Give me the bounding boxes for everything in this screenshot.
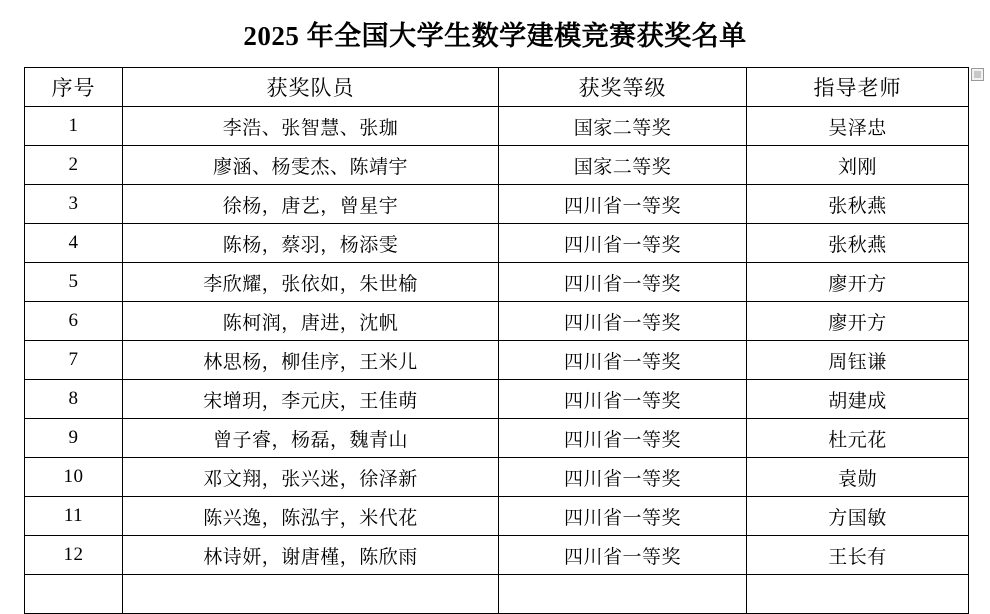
cell-level: 四川省一等奖 (499, 185, 747, 224)
cell-level: 四川省一等奖 (499, 380, 747, 419)
column-header-level: 获奖等级 (499, 68, 747, 107)
cell-level: 四川省一等奖 (499, 302, 747, 341)
table-row (25, 380, 969, 419)
cell-teacher: 周钰谦 (747, 341, 969, 380)
cell-level: 四川省一等奖 (499, 263, 747, 302)
cell-members: 陈柯润，唐进，沈帆 (123, 302, 499, 341)
cell-teacher: 胡建成 (747, 380, 969, 419)
cell-index: 9 (25, 419, 123, 458)
table-row (25, 224, 969, 263)
table-row (25, 419, 969, 458)
table-row (25, 458, 969, 497)
award-table (24, 67, 969, 614)
cell-index: 3 (25, 185, 123, 224)
table-row (25, 536, 969, 575)
table-row (25, 185, 969, 224)
cell-index: 11 (25, 497, 123, 536)
cell-level: 四川省一等奖 (499, 419, 747, 458)
cell-level: 国家二等奖 (499, 146, 747, 185)
cell-level: 四川省一等奖 (499, 497, 747, 536)
cell-members (123, 575, 499, 614)
cell-index: 1 (25, 107, 123, 146)
cell-members: 林思杨，柳佳序，王米儿 (123, 341, 499, 380)
cell-members: 陈杨，蔡羽，杨添雯 (123, 224, 499, 263)
cell-members: 廖涵、杨雯杰、陈靖宇 (123, 146, 499, 185)
cell-level: 四川省一等奖 (499, 341, 747, 380)
cell-teacher: 廖开方 (747, 302, 969, 341)
table-row (25, 107, 969, 146)
cell-level: 四川省一等奖 (499, 536, 747, 575)
cell-members: 邓文翔，张兴迷，徐泽新 (123, 458, 499, 497)
cell-level (499, 575, 747, 614)
cell-teacher: 袁勋 (747, 458, 969, 497)
column-header-teacher: 指导老师 (747, 68, 969, 107)
cell-members: 李浩、张智慧、张珈 (123, 107, 499, 146)
table-row (25, 263, 969, 302)
cell-index: 8 (25, 380, 123, 419)
cell-teacher: 王长有 (747, 536, 969, 575)
column-header-members: 获奖队员 (123, 68, 499, 107)
cell-members: 徐杨，唐艺，曾星宇 (123, 185, 499, 224)
table-row (25, 302, 969, 341)
cell-teacher: 刘刚 (747, 146, 969, 185)
cell-members: 曾子睿，杨磊，魏青山 (123, 419, 499, 458)
table-row (25, 497, 969, 536)
table-header (25, 68, 969, 107)
award-table-container (0, 67, 990, 614)
cell-teacher: 张秋燕 (747, 185, 969, 224)
cell-index (25, 575, 123, 614)
cell-index: 7 (25, 341, 123, 380)
page-title: 2025 年全国大学生数学建模竞赛获奖名单 (243, 21, 747, 51)
cell-members: 宋增玥，李元庆，王佳萌 (123, 380, 499, 419)
cell-index: 12 (25, 536, 123, 575)
page-marker-icon (971, 68, 984, 81)
table-row (25, 341, 969, 380)
cell-index: 6 (25, 302, 123, 341)
cell-teacher: 方国敏 (747, 497, 969, 536)
cell-level: 国家二等奖 (499, 107, 747, 146)
cell-members: 李欣耀，张依如，朱世榆 (123, 263, 499, 302)
table-row (25, 575, 969, 614)
table-header-row (25, 68, 969, 107)
cell-level: 四川省一等奖 (499, 224, 747, 263)
cell-index: 4 (25, 224, 123, 263)
cell-level: 四川省一等奖 (499, 458, 747, 497)
cell-members: 陈兴逸，陈泓宇，米代花 (123, 497, 499, 536)
cell-index: 2 (25, 146, 123, 185)
cell-teacher (747, 575, 969, 614)
cell-teacher: 廖开方 (747, 263, 969, 302)
cell-index: 10 (25, 458, 123, 497)
cell-teacher: 杜元花 (747, 419, 969, 458)
cell-index: 5 (25, 263, 123, 302)
cell-teacher: 张秋燕 (747, 224, 969, 263)
column-header-index: 序号 (25, 68, 123, 107)
cell-teacher: 吴泽忠 (747, 107, 969, 146)
table-row (25, 146, 969, 185)
table-body (25, 107, 969, 614)
cell-members: 林诗妍，谢唐槿，陈欣雨 (123, 536, 499, 575)
